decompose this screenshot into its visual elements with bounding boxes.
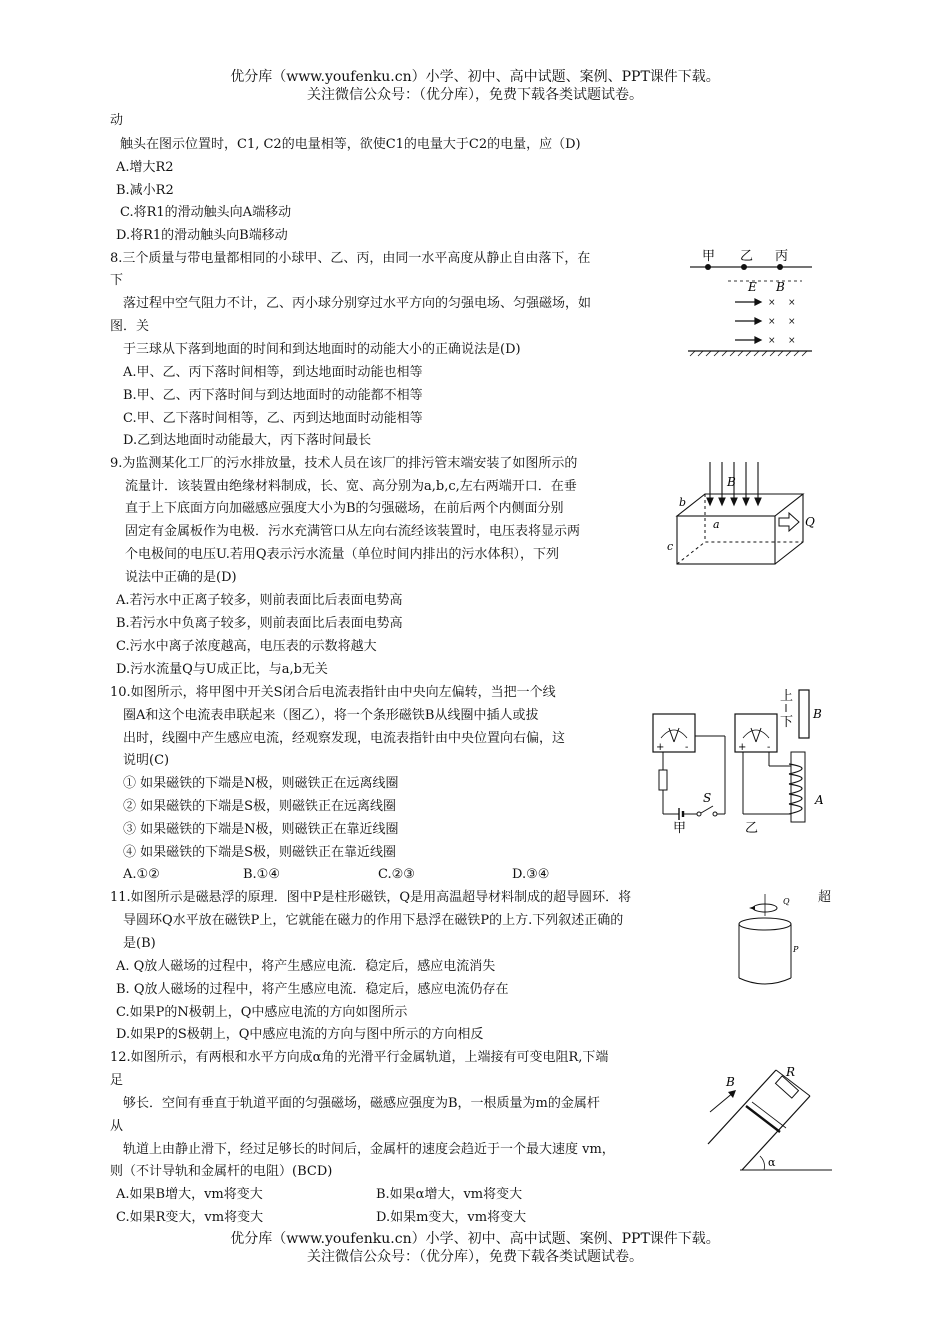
q12-rail-lower [742,1096,810,1170]
q12-rail-upper [708,1070,776,1144]
q11-label-P: P [793,945,799,954]
q10-label-S: S [703,791,712,805]
q12-label-alpha: α [768,1156,776,1169]
q10-statement-3: ③ 如果磁铁的下端是N极，则磁铁正在靠近线圈 [123,822,399,837]
q8-line-2: 下 [110,273,124,288]
q9-option-b: B.若污水中负离子较多，则前表面比后表面电势高 [116,616,403,631]
svg-text:×: × [768,317,776,327]
q12-line-4: 从 [110,1119,124,1134]
q9-label-b: b [679,496,687,509]
q9-line-4: 固定有金属板作为电极．污水充满管口从左向右流经该装置时，电压表将显示两 [125,524,581,539]
q12-resistor [775,1076,798,1098]
q8-label-yi: 乙 [740,249,754,264]
q10-statement-1: ① 如果磁铁的下端是N极，则磁铁正在远离线圈 [123,776,399,791]
q10-label-xia: 下 [780,715,794,730]
q7-option-d: D.将R1的滑动触头向B端移动 [116,228,288,243]
q12-metal-rod [746,1106,780,1132]
q8-line-1: 8.三个质量与带电量都相同的小球甲、乙、丙，由同一水平高度从静止自由落下，在 [110,251,591,266]
q8-option-c: C.甲、乙下落时间相等，乙、丙到达地面时动能相等 [123,411,423,426]
q10-label-B: B [813,707,822,721]
q9-label-c: c [667,540,674,553]
q10-label-yi: 乙 [745,821,759,836]
q9-option-a: A.若污水中正离子较多，则前表面比后表面电势高 [116,593,403,608]
q10-option-b: B.①④ [243,867,280,882]
svg-text:-: - [767,742,771,753]
header-line-2: 关注微信公众号：（优分库），免费下载各类试题试卷。 [307,87,643,103]
q10-option-a: A.①② [123,867,160,882]
q9-label-B: B [727,475,736,489]
q8-label-jia: 甲 [702,249,716,264]
footer-line-1: 优分库（www.youfenku.cn）小学、初中、高中试题、案例、PPT课件下载。 [230,1231,720,1247]
q12-line-5: 轨道上由静止滑下，经过足够长的时间后，金属杆的速度会趋近于一个最大速度 vm， [123,1142,615,1157]
q10-bar-magnet [799,690,809,738]
q10-line-1: 10.如图所示，将甲图中开关S闭合后电流表指针由中央向左偏转，当把一个线 [110,685,556,700]
q11-line-1-tail: 超 [818,890,832,905]
q8-option-b: B.甲、乙、丙下落时间与到达地面时的动能都不相等 [123,388,423,403]
q12-line-3: 够长．空间有垂直于轨道平面的匀强磁场，磁感应强度为B，一根质量为m的金属杆 [123,1096,600,1111]
q7-option-b: B.减小R2 [116,183,174,198]
q12-line-2: 足 [110,1073,124,1088]
svg-text:×: × [788,317,796,327]
q12-line-1: 12.如图所示，有两根和水平方向成α角的光滑平行金属轨道，上端接有可变电阻R,下端 [110,1050,609,1065]
q11-cylinder-magnet [739,918,791,930]
q11-option-d: D.如果P的S极朝上，Q中感应电流的方向与图中所示的方向相反 [116,1027,484,1042]
q8-option-d: D.乙到达地面时动能最大，丙下落时间最长 [123,433,372,448]
svg-text:+: + [656,742,665,753]
q10-figure [645,686,835,836]
q10-label-shang: 上 [780,689,794,704]
q8-line-4: 图．关 [110,319,150,334]
q12-option-c: C.如果R变大，vm将变大 [116,1210,264,1225]
q12-line-6: 则（不计导轨和金属杆的电阻）(BCD) [110,1164,333,1179]
svg-text:×: × [768,298,776,308]
q10-line-4: 说明(C) [123,753,170,768]
q11-line-1: 11.如图所示是磁悬浮的原理．图中P是柱形磁铁，Q是用高温超导材料制成的超导圆环．将 [110,890,632,905]
q9-line-1: 9.为监测某化工厂的污水排放量，技术人员在该厂的排污管末端安装了如图所示的 [110,456,578,471]
q12-figure [700,1062,840,1177]
q12-label-R: R [786,1065,796,1079]
q12-option-d: D.如果m变大，vm将变大 [376,1210,527,1225]
q8-magnetic-field-crosses [768,298,796,346]
q8-line-3: 落过程中空气阻力不计，乙、丙小球分别穿过水平方向的匀强电场、匀强磁场，如 [123,296,592,311]
q7-option-a: A.增大R2 [116,160,174,175]
q8-label-B: B [776,280,785,294]
q11-line-2: 导圆环Q水平放在磁铁P上，它就能在磁力的作用下悬浮在磁铁P的上方.下列叙述正确的 [123,913,624,928]
q7-continuation-0: 动 [110,113,124,128]
q7-continuation-1: 触头在图示位置时，C1, C2的电量相等，欲使C1的电量大于C2的电量，应（D) [120,137,581,152]
q10-line-3: 出时，线圈中产生感应电流，经观察发现，电流表指针由中央位置向右偏，这 [123,731,566,746]
q11-label-Q: Q [783,897,790,906]
q10-label-jia: 甲 [673,821,687,836]
q9-option-d: D.污水流量Q与U成正比，与a,b无关 [116,662,328,677]
header-line-1: 优分库（www.youfenku.cn）小学、初中、高中试题、案例、PPT课件下载。 [230,69,720,85]
q11-figure [725,880,815,990]
q9-label-a: a [713,518,720,531]
q12-option-b: B.如果α增大，vm将变大 [376,1187,523,1202]
q10-option-c: C.②③ [378,867,415,882]
q9-line-2: 流量计．该装置由绝缘材料制成，长、宽、高分别为a,b,c,左右两端开口．在垂 [125,479,577,494]
q9-label-Q: Q [805,515,815,529]
q10-statement-2: ② 如果磁铁的下端是S极，则磁铁正在远离线圈 [123,799,397,814]
q8-option-a: A.甲、乙、丙下落时间相等，到达地面时动能也相等 [123,365,423,380]
svg-text:×: × [768,336,776,346]
q11-line-3: 是(B) [123,936,156,951]
svg-text:×: × [788,298,796,308]
q8-line-5: 于三球从下落到地面的时间和到达地面时的动能大小的正确说法是(D) [123,342,521,357]
q8-ground-hatch [690,351,807,356]
q9-line-5: 个电极间的电压U.若用Q表示污水流量（单位时间内排出的污水体积），下列 [125,547,560,562]
q9-figure [665,458,825,570]
q10-statement-4: ④ 如果磁铁的下端是S极，则磁铁正在靠近线圈 [123,845,397,860]
footer-line-2: 关注微信公众号：（优分库），免费下载各类试题试卷。 [307,1249,643,1265]
q9-line-3: 直于上下底面方向加磁感应强度大小为B的匀强磁场，在前后两个内侧面分别 [125,501,564,516]
q10-line-2: 圈A和这个电流表串联起来（图乙），将一个条形磁铁B从线圈中插人或拔 [123,708,539,723]
q10-label-A: A [815,793,824,807]
q9-option-c: C.污水中离子浓度越高，电压表的示数将越大 [116,639,377,654]
q10-option-d: D.③④ [512,867,550,882]
svg-text:×: × [788,336,796,346]
svg-text:+: + [738,742,747,753]
q8-label-E: E [748,280,757,294]
q8-figure [680,245,820,360]
q8-label-bing: 丙 [775,249,789,264]
q12-label-B: B [726,1075,735,1089]
q11-option-a: A. Q放人磁场的过程中，将产生感应电流．稳定后，感应电流消失 [116,959,496,974]
q11-option-b: B. Q放人磁场的过程中，将产生感应电流．稳定后，感应电流仍存在 [116,982,509,997]
q7-option-c: C.将R1的滑动触头向A端移动 [120,205,292,220]
svg-text:-: - [685,742,689,753]
q9-line-6: 说法中正确的是(D) [125,570,237,585]
q8-electric-field-arrows [735,299,761,343]
q11-option-c: C.如果P的N极朝上，Q中感应电流的方向如图所示 [116,1005,408,1020]
q12-option-a: A.如果B增大，vm将变大 [116,1187,263,1202]
